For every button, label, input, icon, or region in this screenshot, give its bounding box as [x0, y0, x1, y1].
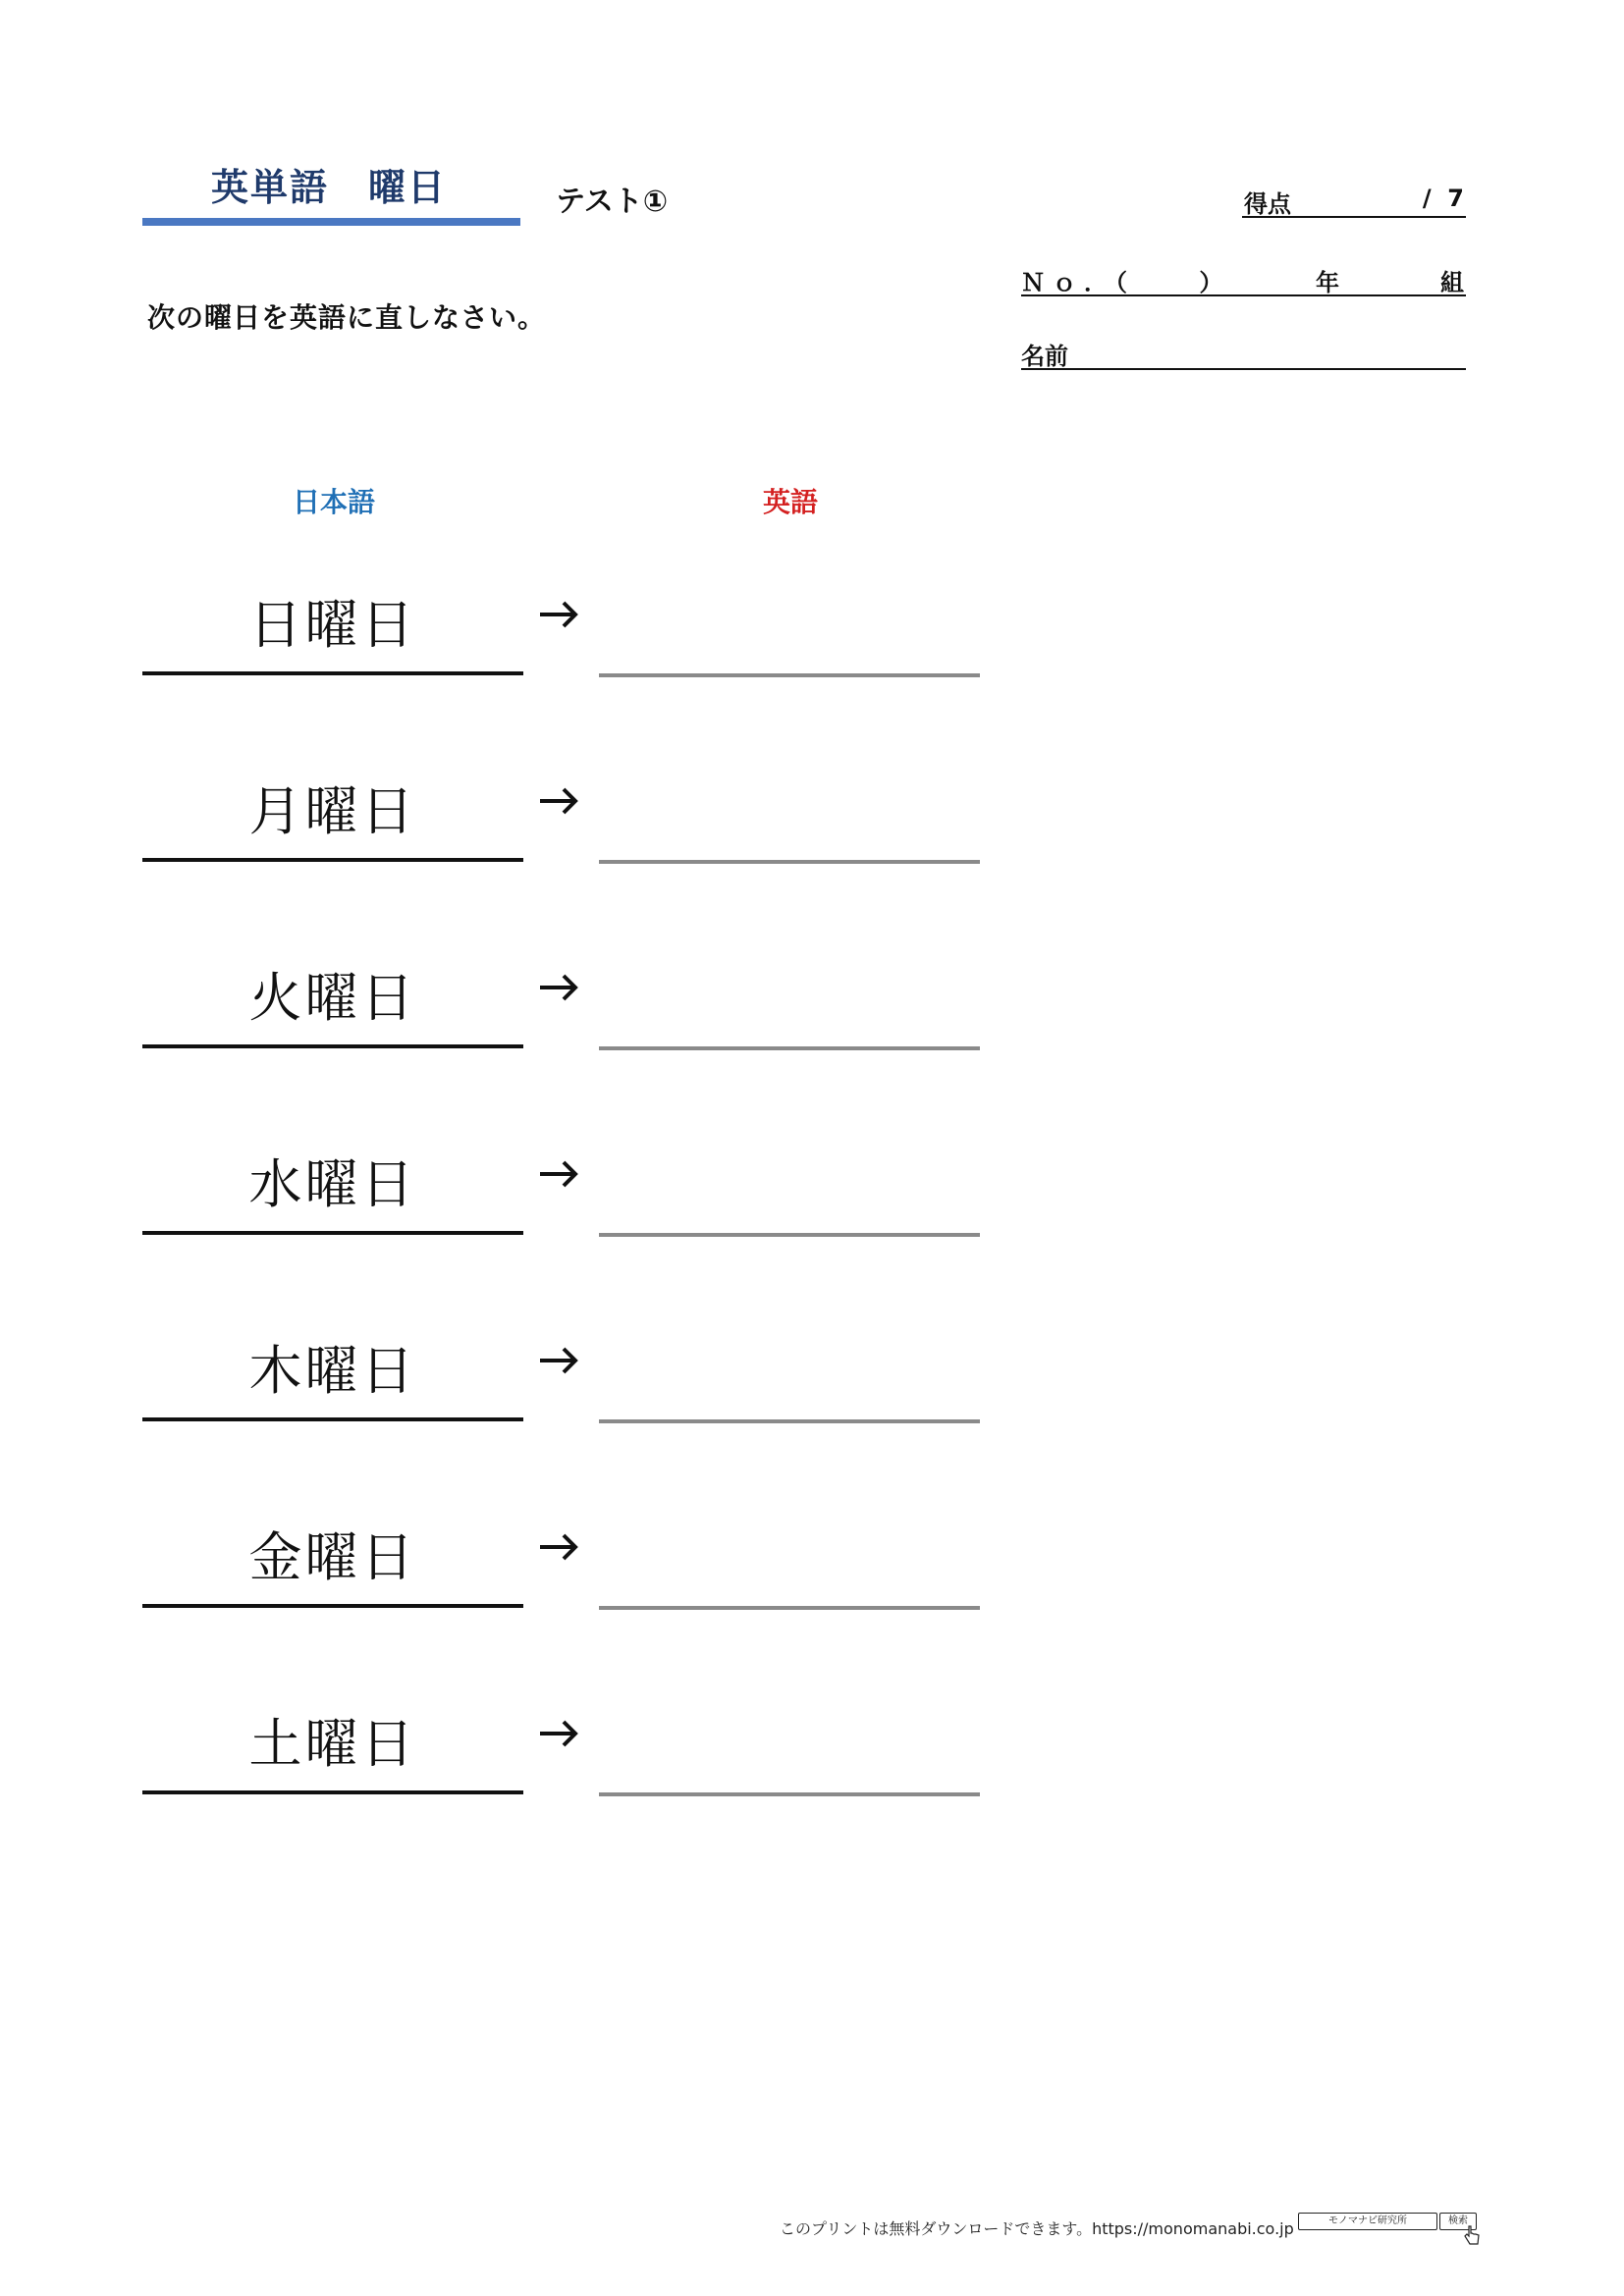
score-total: / 7 — [1422, 185, 1464, 212]
answer-line[interactable] — [599, 860, 980, 864]
right-arrow-icon — [538, 1527, 581, 1567]
score-field[interactable] — [1242, 185, 1466, 218]
japanese-word: 日曜日 — [142, 579, 523, 675]
footer-search-button: 検索 — [1439, 2213, 1477, 2230]
question-row — [0, 766, 1624, 874]
english-column-header: 英語 — [762, 486, 818, 518]
japanese-word: 木曜日 — [142, 1325, 523, 1421]
right-arrow-icon — [538, 595, 581, 634]
japanese-word: 水曜日 — [142, 1139, 523, 1235]
number-label: Ｎｏ．（ ） — [1021, 269, 1231, 296]
page-title: 英単語 曜日 — [211, 166, 448, 209]
right-arrow-icon — [538, 1154, 581, 1194]
student-number-field[interactable] — [1021, 263, 1466, 296]
right-arrow-icon — [538, 968, 581, 1007]
japanese-word: 火曜日 — [142, 952, 523, 1048]
right-arrow-icon — [538, 1714, 581, 1753]
hand-pointer-icon — [1463, 2224, 1481, 2246]
question-row — [0, 1139, 1624, 1247]
japanese-word: 土曜日 — [142, 1698, 523, 1794]
right-arrow-icon — [538, 781, 581, 821]
answer-line[interactable] — [599, 1792, 980, 1796]
answer-line[interactable] — [599, 1419, 980, 1423]
question-row — [0, 1698, 1624, 1806]
right-arrow-icon — [538, 1341, 581, 1380]
title-block — [142, 147, 520, 228]
japanese-word: 月曜日 — [142, 766, 523, 862]
answer-line[interactable] — [599, 673, 980, 677]
answer-line[interactable] — [599, 1606, 980, 1610]
footer-text: このプリントは無料ダウンロードできます。https://monomanabi.co.jp — [780, 2219, 1294, 2238]
answer-line[interactable] — [599, 1046, 980, 1050]
question-row — [0, 1325, 1624, 1433]
name-field[interactable] — [1021, 337, 1466, 370]
question-row — [0, 1512, 1624, 1620]
japanese-word: 金曜日 — [142, 1512, 523, 1608]
test-subtitle: テスト① — [556, 185, 669, 219]
japanese-column-header: 日本語 — [292, 486, 375, 518]
instruction-text: 次の曜日を英語に直しなさい。 — [147, 301, 547, 334]
title-underline — [142, 218, 520, 226]
footer-search-box: モノマナビ研究所 — [1298, 2213, 1437, 2230]
answer-line[interactable] — [599, 1233, 980, 1237]
year-label: 年 — [1316, 269, 1339, 296]
question-row — [0, 952, 1624, 1060]
class-label: 組 — [1440, 269, 1464, 296]
question-row — [0, 579, 1624, 687]
score-label: 得点 — [1244, 190, 1291, 218]
name-label: 名前 — [1021, 343, 1068, 370]
